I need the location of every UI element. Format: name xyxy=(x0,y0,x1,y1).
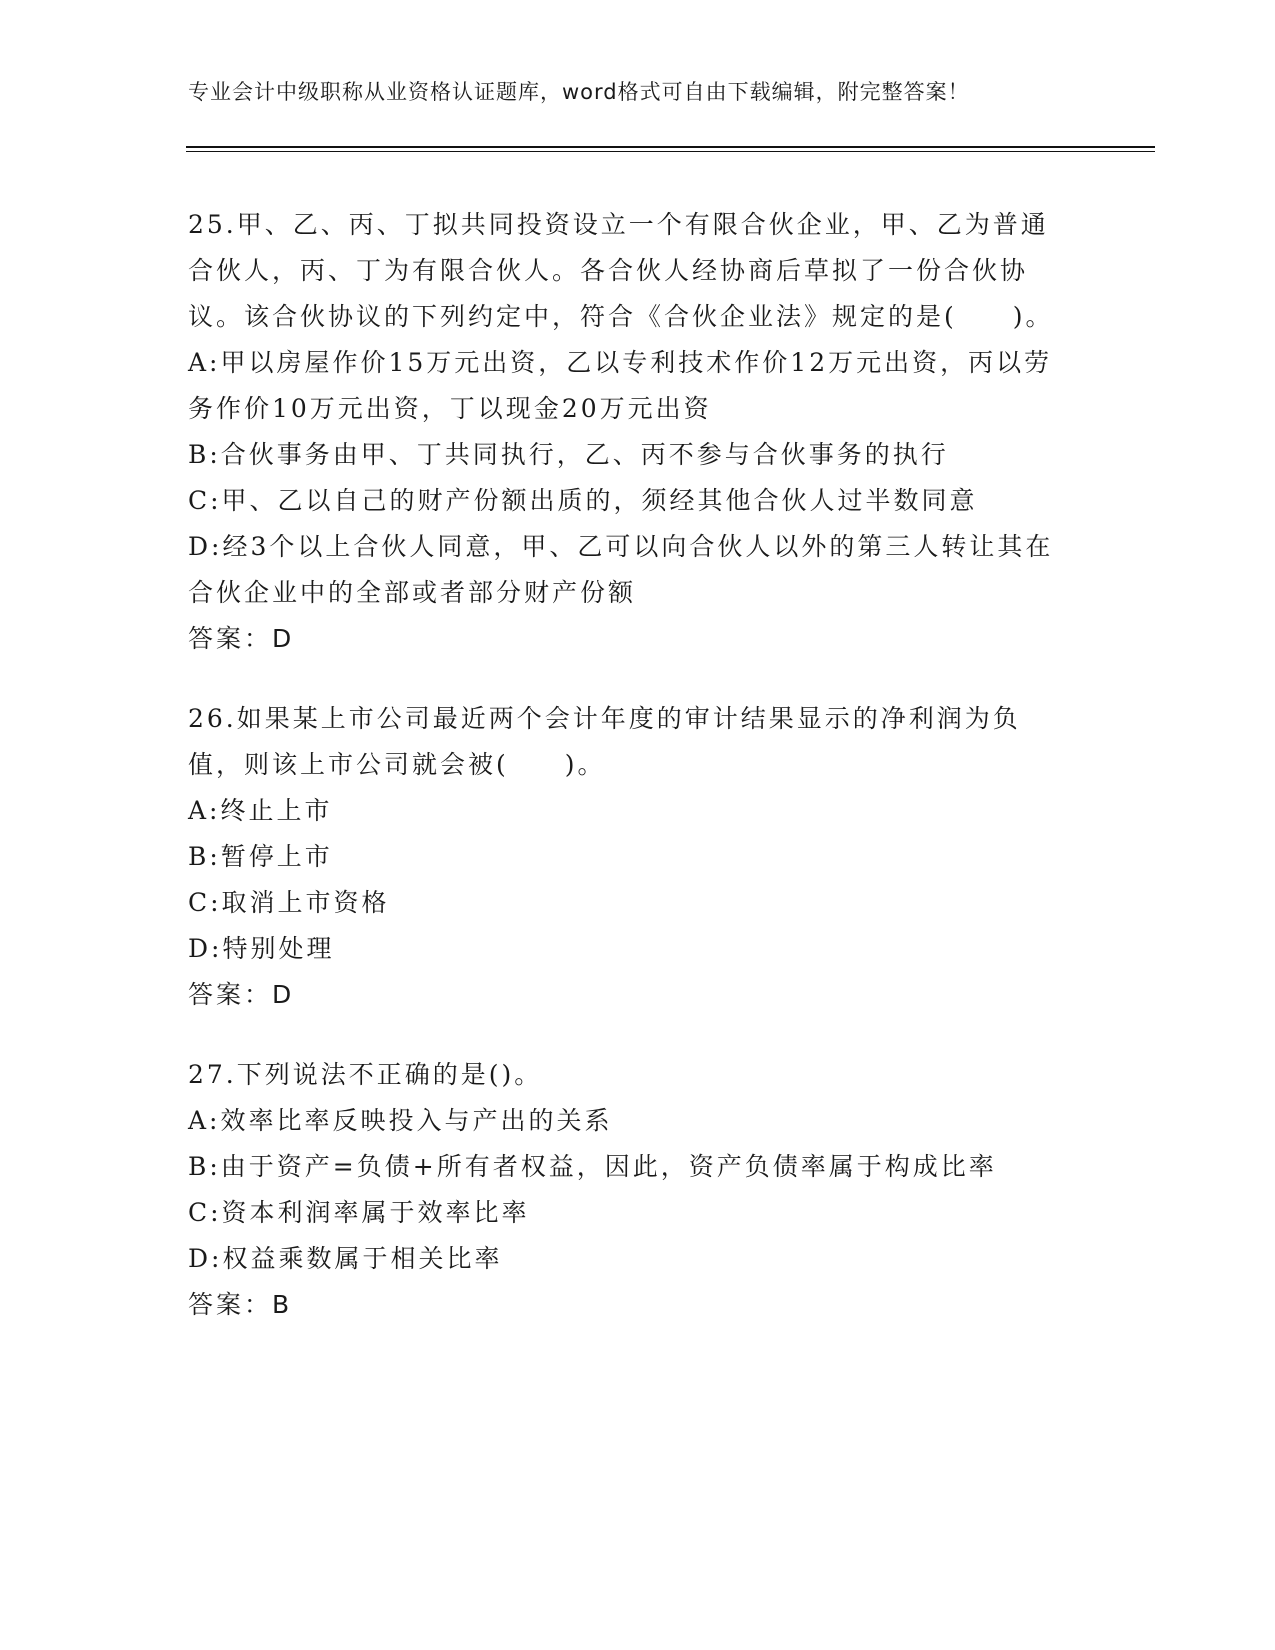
question-list xyxy=(188,202,1088,1362)
answer: 答案：D xyxy=(188,624,295,653)
option-d: D:权益乘数属于相关比率 xyxy=(188,1244,503,1273)
answer: 答案：D xyxy=(188,980,295,1009)
question-stem: 25.甲、乙、丙、丁拟共同投资设立一个有限合伙企业，甲、乙为普通合伙人，丙、丁为有限合伙人。各合伙人经协商后草拟了一份合伙协议。该合伙协议的下列约定中，符合《合伙企业法》规定的是( )。 xyxy=(188,210,1054,331)
option-b: B:合伙事务由甲、丁共同执行，乙、丙不参与合伙事务的执行 xyxy=(188,440,949,469)
question-26 xyxy=(188,696,1088,1018)
header-rule xyxy=(186,146,1155,148)
option-a: A:甲以房屋作价15万元出资，乙以专利技术作价12万元出资，丙以劳务作价10万元出资，丁以现金20万元出资 xyxy=(188,348,1053,423)
option-b: B:暂停上市 xyxy=(188,842,333,871)
option-a: A:终止上市 xyxy=(188,796,333,825)
header-rule-thin xyxy=(186,151,1155,152)
option-c: C:甲、乙以自己的财产份额出质的，须经其他合伙人过半数同意 xyxy=(188,486,978,515)
answer: 答案：B xyxy=(188,1290,293,1319)
question-stem: 27.下列说法不正确的是()。 xyxy=(188,1060,543,1089)
option-d: D:特别处理 xyxy=(188,934,335,963)
question-25 xyxy=(188,202,1088,662)
option-a: A:效率比率反映投入与产出的关系 xyxy=(188,1106,613,1135)
option-d: D:经3个以上合伙人同意，甲、乙可以向合伙人以外的第三人转让其在合伙企业中的全部或者部分财产份额 xyxy=(188,532,1054,607)
option-c: C:取消上市资格 xyxy=(188,888,390,917)
option-b: B:由于资产=负债+所有者权益，因此，资产负债率属于构成比率 xyxy=(188,1152,997,1181)
page-header: 专业会计中级职称从业资格认证题库，word格式可自由下载编辑，附完整答案！ xyxy=(188,80,970,104)
option-c: C:资本利润率属于效率比率 xyxy=(188,1198,530,1227)
question-27 xyxy=(188,1052,1088,1328)
question-stem: 26.如果某上市公司最近两个会计年度的审计结果显示的净利润为负值，则该上市公司就会被( )。 xyxy=(188,704,1021,779)
